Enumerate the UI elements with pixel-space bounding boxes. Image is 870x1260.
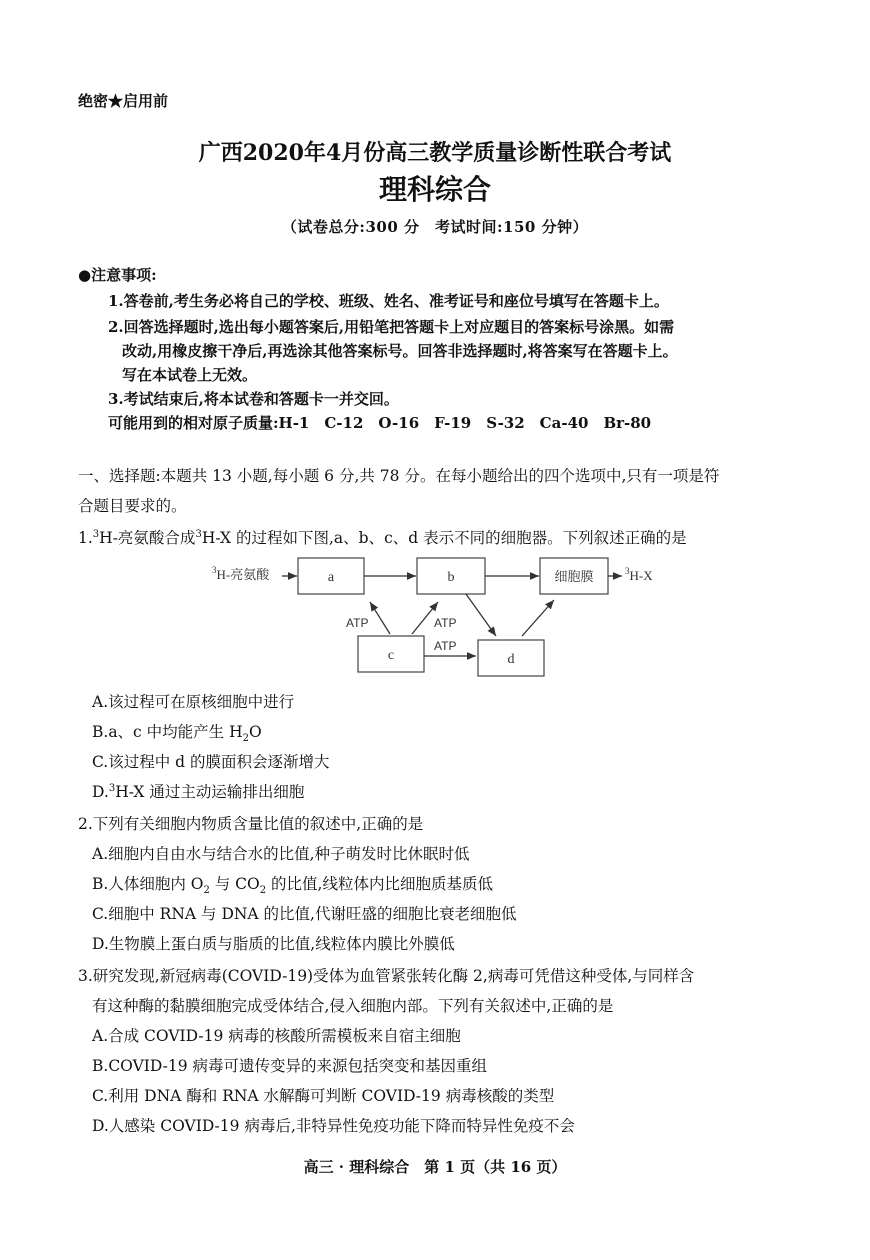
page-footer: 高三 · 理科综合 第 1 页（共 16 页）: [303, 1158, 567, 1176]
arrow-d-to-membrane: [522, 600, 554, 636]
q2-stem: 2.下列有关细胞内物质含量比值的叙述中,正确的是: [78, 815, 424, 833]
notice-item: 2.回答选择题时,选出每小题答案后,用铅笔把答题卡上对应题目的答案标号涂黑。如需: [108, 318, 675, 336]
arrow-b-to-d: [466, 594, 496, 636]
q2-option-c: C.细胞中 RNA 与 DNA 的比值,代谢旺盛的细胞比衰老细胞低: [92, 905, 517, 923]
q3-option-b: B.COVID-19 病毒可遗传变异的来源包括突变和基因重组: [92, 1057, 488, 1075]
box-membrane-label: 细胞膜: [554, 569, 594, 584]
q3-option-d: D.人感染 COVID-19 病毒后,非特异性免疫功能下降而特异性免疫不会: [92, 1117, 575, 1135]
q2-option-b: B.人体细胞内 $O_2$ 与 $CO_2$ 的比值,线粒体内比细胞质基质低: [92, 875, 493, 897]
q1-option-d: D.$^3$H-X 通过主动运输排出细胞: [92, 782, 305, 801]
q3-option-c: C.利用 DNA 酶和 RNA 水解酶可判断 COVID-19 病毒核酸的类型: [92, 1087, 555, 1105]
box-d-label: d: [507, 652, 515, 667]
notice-item: 改动,用橡皮擦干净后,再选涂其他答案标号。回答非选择题时,将答案写在答题卡上。: [122, 342, 678, 360]
arrow-c-to-a: [370, 602, 390, 634]
q3-stem: 3.研究发现,新冠病毒(COVID-19)受体为血管紧张转化酶 2,病毒可凭借这种受体,与同样含: [78, 967, 695, 985]
secret-label: 绝密★启用前: [78, 92, 169, 110]
q1-organelle-diagram: [200, 548, 700, 688]
notice-item: 3.考试结束后,将本试卷和答题卡一并交回。: [108, 390, 399, 408]
exam-title: 广西2020年4月份高三教学质量诊断性联合考试: [198, 140, 672, 166]
q3-stem-cont: 有这种酶的黏膜细胞完成受体结合,侵入细胞内部。下列有关叙述中,正确的是: [92, 997, 614, 1015]
box-b-label: b: [447, 570, 455, 585]
q1-option-c: C.该过程中 d 的膜面积会逐渐增大: [92, 753, 330, 771]
subject-title: 理科综合: [378, 173, 491, 206]
atp-label-c-to-a: ATP: [346, 616, 369, 630]
notice-heading: ●注意事项:: [78, 266, 157, 284]
q1-stem: 1.$^3$H-亮氨酸合成$^3$H-X 的过程如下图,a、b、c、d 表示不同的细胞器。下列叙述正确的是: [78, 528, 687, 547]
q3-option-a: A.合成 COVID-19 病毒的核酸所需模板来自宿主细胞: [92, 1027, 461, 1045]
box-c-label: c: [387, 648, 395, 663]
notice-item: 1.答卷前,考生务必将自己的学校、班级、姓名、准考证号和座位号填写在答题卡上。: [108, 292, 669, 310]
notice-item: 可能用到的相对原子质量:H-1 C-12 O-16 F-19 S-32 Ca-40 Br-80: [108, 414, 652, 432]
notice-item: 写在本试卷上无效。: [122, 366, 258, 384]
section-instruction-cont: 合题目要求的。: [78, 497, 187, 515]
exam-meta: （试卷总分:300 分 考试时间:150 分钟）: [281, 218, 589, 236]
q2-option-d: D.生物膜上蛋白质与脂质的比值,线粒体内膜比外膜低: [92, 935, 455, 953]
box-a-label: a: [327, 570, 335, 585]
diagram-start-label: $^3$H-亮氨酸: [212, 565, 270, 582]
atp-label-c-to-d: ATP: [434, 639, 457, 653]
q2-option-a: A.细胞内自由水与结合水的比值,种子萌发时比休眠时低: [92, 845, 470, 863]
atp-label-c-to-b: ATP: [434, 616, 457, 630]
section-instruction: 一、选择题:本题共 13 小题,每小题 6 分,共 78 分。在每小题给出的四个选项中,只有一项是符: [78, 467, 720, 485]
q1-option-b: B.a、c 中均能产生 $H_2O$: [92, 723, 262, 745]
q1-option-a: A.该过程可在原核细胞中进行: [92, 693, 295, 711]
diagram-end-label: $^3$H-X: [625, 566, 653, 583]
